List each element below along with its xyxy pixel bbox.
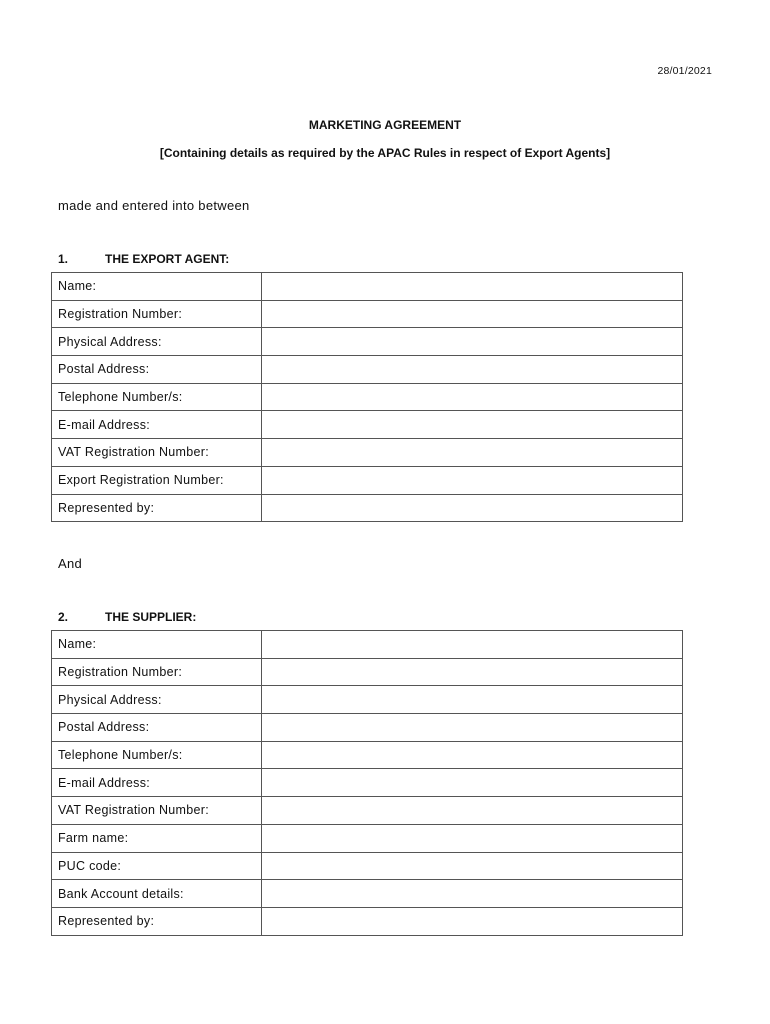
conjunction-text: And [58,556,83,571]
field-label: E-mail Address: [52,411,262,439]
field-value[interactable] [262,769,683,797]
supplier-row [52,631,683,659]
field-label: Physical Address: [52,686,262,714]
field-label: E-mail Address: [52,769,262,797]
field-value[interactable] [262,852,683,880]
document-subtitle: [Containing details as required by the APAC Rules in respect of Export Agents] [159,146,611,160]
supplier-row [52,852,683,880]
field-value[interactable] [262,824,683,852]
field-value[interactable] [262,631,683,659]
field-value[interactable] [262,411,683,439]
field-label: PUC code: [52,852,262,880]
field-value[interactable] [262,714,683,742]
intro-text: made and entered into between [58,198,250,213]
export-agent-row [52,328,683,356]
export-agent-row [52,300,683,328]
field-label: Physical Address: [52,328,262,356]
field-label: Name: [52,273,262,301]
field-label: Farm name: [52,824,262,852]
field-label: Bank Account details: [52,880,262,908]
field-value[interactable] [262,880,683,908]
field-label: Registration Number: [52,300,262,328]
supplier-row [52,714,683,742]
field-label: Telephone Number/s: [52,383,262,411]
field-label: Postal Address: [52,714,262,742]
supplier-row [52,686,683,714]
document-date: 28/01/2021 [657,65,712,77]
supplier-row [52,658,683,686]
section-supplier-heading [58,610,196,624]
export-agent-row [52,383,683,411]
field-label: Name: [52,631,262,659]
section-title: THE SUPPLIER: [105,610,197,624]
field-value[interactable] [262,300,683,328]
section-number: 1. [58,252,69,266]
section-title: THE EXPORT AGENT: [105,252,230,266]
supplier-row [52,741,683,769]
section-number: 2. [58,610,69,624]
supplier-row [52,907,683,935]
field-value[interactable] [262,658,683,686]
document-title: MARKETING AGREEMENT [308,118,462,132]
field-value[interactable] [262,797,683,825]
export-agent-row [52,356,683,384]
field-value[interactable] [262,439,683,467]
supplier-row [52,880,683,908]
export-agent-row [52,494,683,522]
field-value[interactable] [262,494,683,522]
field-value[interactable] [262,686,683,714]
export-agent-table [51,272,683,522]
field-value[interactable] [262,273,683,301]
field-label: VAT Registration Number: [52,439,262,467]
field-label: Postal Address: [52,356,262,384]
field-value[interactable] [262,328,683,356]
field-label: Represented by: [52,494,262,522]
export-agent-row [52,273,683,301]
field-value[interactable] [262,466,683,494]
supplier-row [52,824,683,852]
field-value[interactable] [262,907,683,935]
export-agent-row [52,466,683,494]
field-label: VAT Registration Number: [52,797,262,825]
supplier-row [52,797,683,825]
field-label: Registration Number: [52,658,262,686]
supplier-table [51,630,683,936]
field-label: Export Registration Number: [52,466,262,494]
field-value[interactable] [262,383,683,411]
field-value[interactable] [262,741,683,769]
field-label: Telephone Number/s: [52,741,262,769]
supplier-row [52,769,683,797]
section-export-agent-heading [58,252,229,266]
export-agent-row [52,439,683,467]
field-value[interactable] [262,356,683,384]
field-label: Represented by: [52,907,262,935]
export-agent-row [52,411,683,439]
